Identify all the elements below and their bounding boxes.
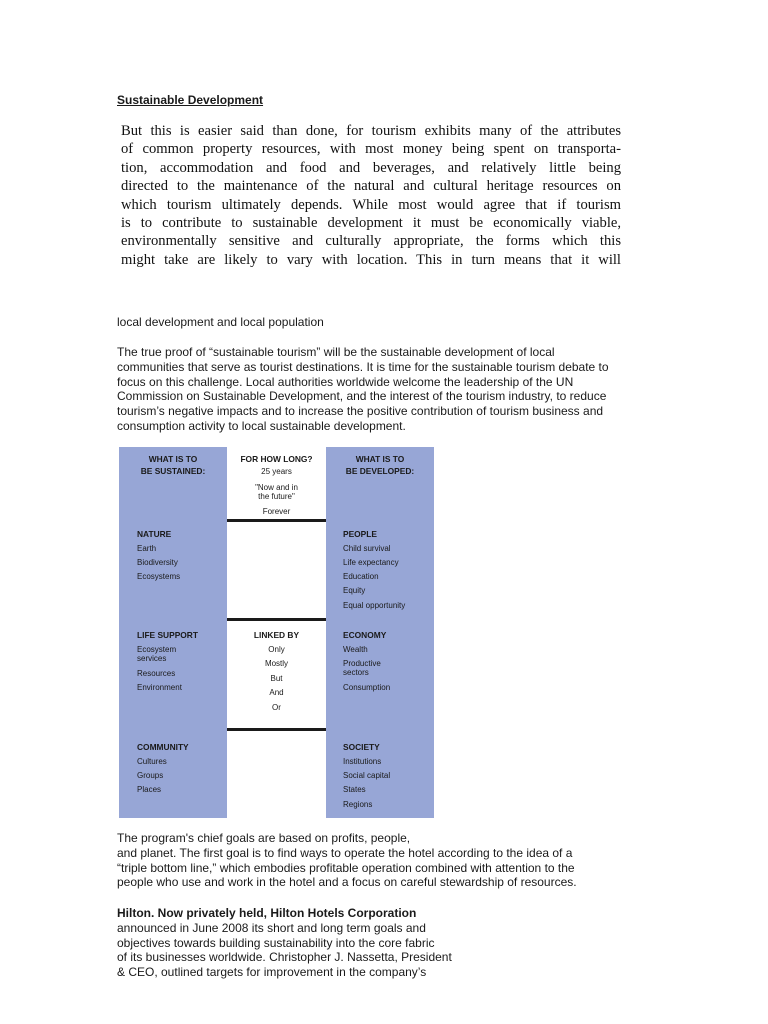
group-title: SOCIETY [343,742,380,752]
hilton-line: of its businesses worldwide. Christopher J. Nassetta, President [117,950,452,965]
excerpt-line: of common property resources, with most money being spent on transporta- [121,141,621,158]
right-header: WHAT IS TO BE DEVELOPED: [345,454,415,476]
page-heading: Sustainable Development [117,93,264,107]
paragraph-line: tourism’s negative impacts and to increase the positive contribution of tourism business and [117,404,604,419]
hilton-line: & CEO, outlined targets for improvement in the company’s [117,965,427,980]
group-item: Equity [343,586,366,595]
duration-item: "Now and in [255,483,298,492]
group-item: Environment [137,683,182,692]
sustainability-diagram [119,447,434,818]
duration-item: the future" [258,492,295,501]
group-item: Places [137,785,162,794]
goals-line: and planet. The first goal is to find ways to operate the hotel according to the idea of a [117,845,573,860]
group-item: Social capital [343,771,391,780]
group-item: Child survival [343,544,391,553]
link-word: And [269,688,284,697]
excerpt-line: which tourism ultimately depends. While most would agree that if tourism [121,196,621,213]
group-item: sectors [343,668,369,677]
middle-header: FOR HOW LONG? [240,454,313,464]
hilton-heading: Hilton. Now privately held, Hilton Hotels Corporation [117,906,417,920]
linked-by-title: LINKED BY [253,630,300,640]
group-item: Equal opportunity [343,601,406,610]
paragraph-line: focus on this challenge. Local authorities worldwide welcome the leadership of the UN [117,374,574,389]
group-item: Productive [343,659,381,668]
excerpt-line: might take are likely to vary with location. This in turn means that it will [121,251,621,268]
group-item: Consumption [343,683,391,692]
hilton-line: objectives towards building sustainability into the core fabric [117,935,435,950]
group-item: Ecosystem [137,645,177,654]
group-item: services [137,654,167,663]
divider-line [227,728,326,731]
divider-line [227,618,326,621]
group-item: Groups [137,771,164,780]
excerpt-line: is to contribute to sustainable development it must be economically viable, [121,215,621,232]
excerpt-line: tion, accommodation and food and beverages, and relatively little being [121,159,621,176]
duration-item: 25 years [261,467,292,476]
group-item: Cultures [137,757,167,766]
left-header: WHAT IS TO BE SUSTAINED: [140,454,206,476]
duration-item: Forever [262,507,291,516]
paragraph-line: The true proof of “sustainable tourism” will be the sustainable development of local [117,345,555,359]
group-item: Biodiversity [137,558,178,567]
group-title: ECONOMY [343,630,387,640]
link-word: Only [268,645,285,654]
link-word: Mostly [264,659,289,668]
group-title: NATURE [137,529,172,539]
group-item: States [343,785,366,794]
excerpt-line: environmentally sensitive and culturally appropriate, the forms which this [121,233,621,250]
excerpt-line: But this is easier said than done, for tourism exhibits many of the attributes [121,123,621,139]
body-paragraph [117,345,657,434]
group-item: Earth [137,544,157,553]
goals-line: The program's chief goals are based on profits, people, [117,831,411,845]
book-excerpt [121,122,621,269]
group-item: Wealth [343,645,368,654]
link-word: But [270,674,283,683]
group-title: COMMUNITY [137,742,189,752]
paragraph-line: communities that serve as tourist destinations. It is time for the sustainable tourism debate to [117,359,609,374]
group-title: LIFE SUPPORT [137,630,198,640]
group-item: Ecosystems [137,572,181,581]
excerpt-line: directed to the maintenance of the natural and cultural heritage resources on [121,178,621,195]
paragraph-line: consumption activity to local sustainable development. [117,418,406,433]
goals-line: “triple bottom line,” which embodies profitable operation combined with attention to the [117,860,575,875]
paragraph-line: Commission on Sustainable Development, and the interest of the tourism industry, to reduce [117,389,607,404]
section-label: local development and local population [117,315,324,329]
goals-line: people who use and work in the hotel and a focus on careful stewardship of resources. [117,875,577,890]
hilton-line: announced in June 2008 its short and long term goals and [117,920,426,935]
group-item: Life expectancy [343,558,399,567]
hilton-paragraph [117,906,657,980]
group-item: Resources [137,669,176,678]
group-item: Education [343,572,379,581]
divider-line [227,519,326,522]
group-item: Institutions [343,757,382,766]
goals-paragraph [117,831,657,890]
link-word: Or [272,703,281,712]
group-item: Regions [343,800,373,809]
group-title: PEOPLE [343,529,377,539]
